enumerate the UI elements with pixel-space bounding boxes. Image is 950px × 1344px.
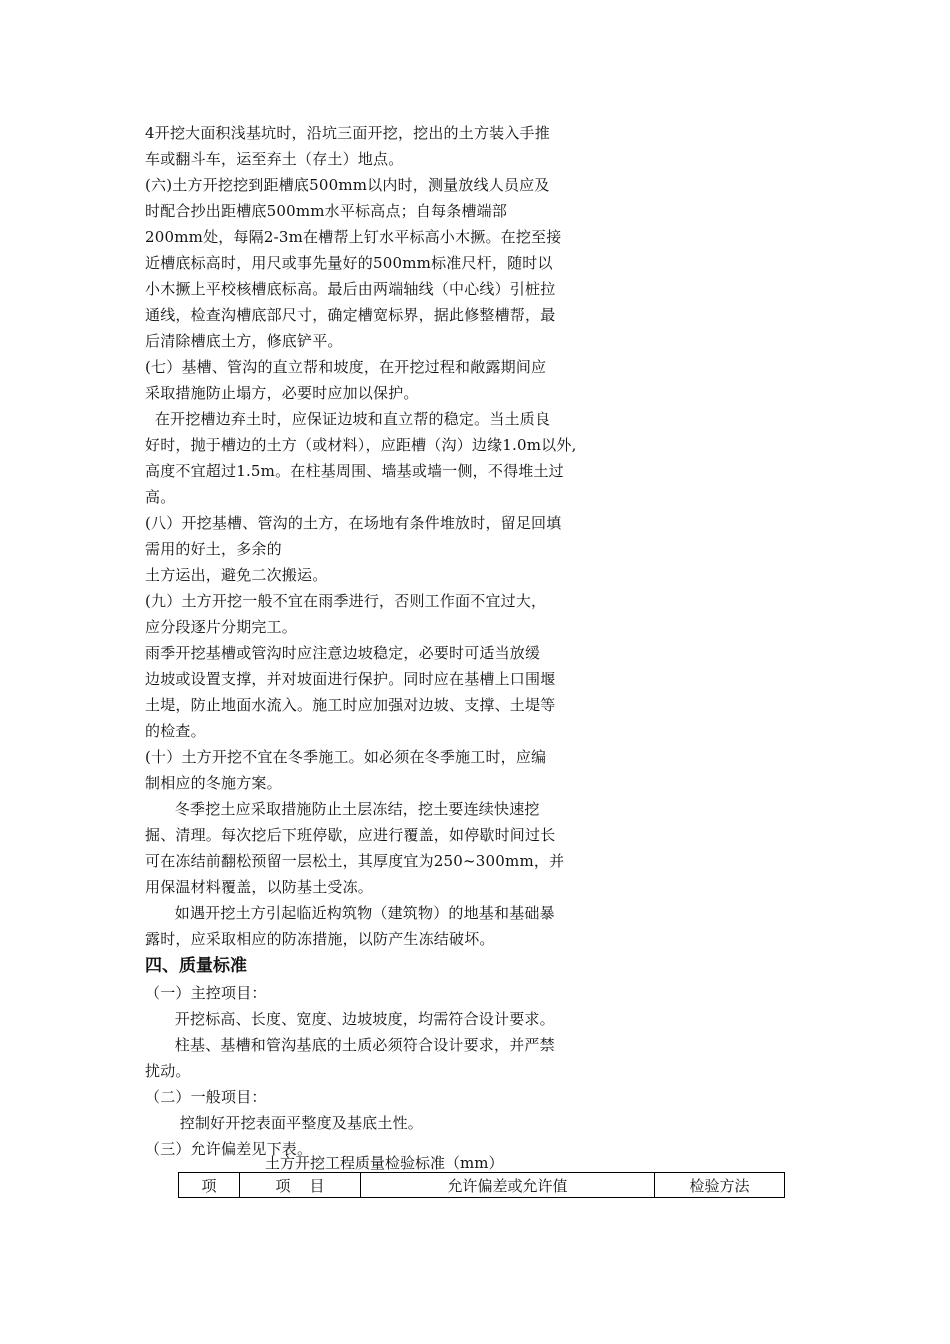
text-line: 需用的好土，多余的 xyxy=(145,540,282,558)
text-line: (六)土方开挖挖到距槽底500mm以内时，测量放线人员应及 xyxy=(145,176,550,194)
text-line: 如遇开挖土方引起临近构筑物（建筑物）的地基和基础暴 xyxy=(145,904,555,922)
text-line: 采取措施防止塌方，必要时应加以保护。 xyxy=(145,384,419,402)
table-header-cell: 允许偏差或允许值 xyxy=(361,1173,655,1198)
table-header-cell: 项 xyxy=(179,1173,240,1198)
text-line: （二）一般项目： xyxy=(145,1088,267,1106)
table-caption: 土方开挖工程质量检验标准（mm） xyxy=(265,1154,504,1172)
text-line: 土方运出，避免二次搬运。 xyxy=(145,566,328,584)
text-line: 掘、清理。每次挖后下班停歇，应进行覆盖，如停歇时间过长 xyxy=(145,826,556,844)
text-line: 扰动。 xyxy=(145,1062,191,1080)
text-line: (八）开挖基槽、管沟的土方，在场地有条件堆放时，留足回填 xyxy=(145,514,562,532)
text-line: （一）主控项目： xyxy=(145,984,267,1002)
text-line: 4开挖大面积浅基坑时，沿坑三面开挖，挖出的土方装入手推 xyxy=(145,124,550,142)
text-line: 后清除槽底土方，修底铲平。 xyxy=(145,332,343,350)
text-line: 好时，抛于槽边的土方（或材料），应距槽（沟）边缘1.0m以外, xyxy=(145,436,577,454)
text-line: 时配合抄出距槽底500mm水平标高点；自每条槽端部 xyxy=(145,202,508,220)
text-line: 控制好开挖表面平整度及基底土性。 xyxy=(145,1114,423,1132)
text-line: 应分段逐片分期完工。 xyxy=(145,618,298,636)
text-line: 用保温材料覆盖，以防基土受冻。 xyxy=(145,878,374,896)
text-line: 车或翻斗车，运至弃土（存土）地点。 xyxy=(145,150,404,168)
text-line: 边坡或设置支撑，并对坡面进行保护。同时应在基槽上口围堰 xyxy=(145,670,556,688)
text-line: （三）允许偏差见下表。 xyxy=(145,1140,313,1158)
body-text xyxy=(145,120,587,1162)
text-line: 制相应的冬施方案。 xyxy=(145,774,282,792)
text-line: 柱基、基槽和管沟基底的土质必须符合设计要求，并严禁 xyxy=(145,1036,555,1054)
text-line: 雨季开挖基槽或管沟时应注意边坡稳定，必要时可适当放缓 xyxy=(145,644,541,662)
text-line: (十）土方开挖不宜在冬季施工。如必须在冬季施工时，应编 xyxy=(145,748,547,766)
text-line: 的检查。 xyxy=(145,722,206,740)
text-line: 200mm处，每隔2-3m在槽帮上钉水平标高小木撅。在挖至接 xyxy=(145,228,562,246)
text-line: 开挖标高、长度、宽度、边坡坡度，均需符合设计要求。 xyxy=(145,1010,555,1028)
text-line: (九）土方开挖一般不宜在雨季进行，否则工作面不宜过大， xyxy=(145,592,547,610)
table-header-cell: 项 目 xyxy=(240,1173,361,1198)
text-line: 在开挖槽边弃土时，应保证边坡和直立帮的稳定。当土质良 xyxy=(145,410,551,428)
section-heading: 四、质量标准 xyxy=(145,956,247,976)
text-line: (七）基槽、管沟的直立帮和坡度，在开挖过程和敞露期间应 xyxy=(145,358,547,376)
text-line: 通线，检查沟槽底部尺寸，确定槽宽标界，据此修整槽帮，最 xyxy=(145,306,556,324)
text-line: 土堤，防止地面水流入。施工时应加强对边坡、支撑、土堤等 xyxy=(145,696,556,714)
text-line: 露时，应采取相应的防冻措施，以防产生冻结破坏。 xyxy=(145,930,495,948)
table-header-cell: 检验方法 xyxy=(655,1173,785,1198)
table-header-row xyxy=(179,1173,785,1198)
text-line: 近槽底标高时，用尺或事先量好的500mm标准尺杆，随时以 xyxy=(145,254,553,272)
text-line: 可在冻结前翻松预留一层松土，其厚度宜为250~300mm，并 xyxy=(145,852,565,870)
text-line: 高。 xyxy=(145,488,176,506)
text-line: 冬季挖土应采取措施防止土层冻结，挖土要连续快速挖 xyxy=(145,800,540,818)
text-line: 小木撅上平校核槽底标高。最后由两端轴线（中心线）引桩拉 xyxy=(145,280,556,298)
quality-standard-table xyxy=(178,1172,785,1198)
text-line: 高度不宜超过1.5m。在柱基周围、墙基或墙一侧，不得堆土过 xyxy=(145,462,564,480)
